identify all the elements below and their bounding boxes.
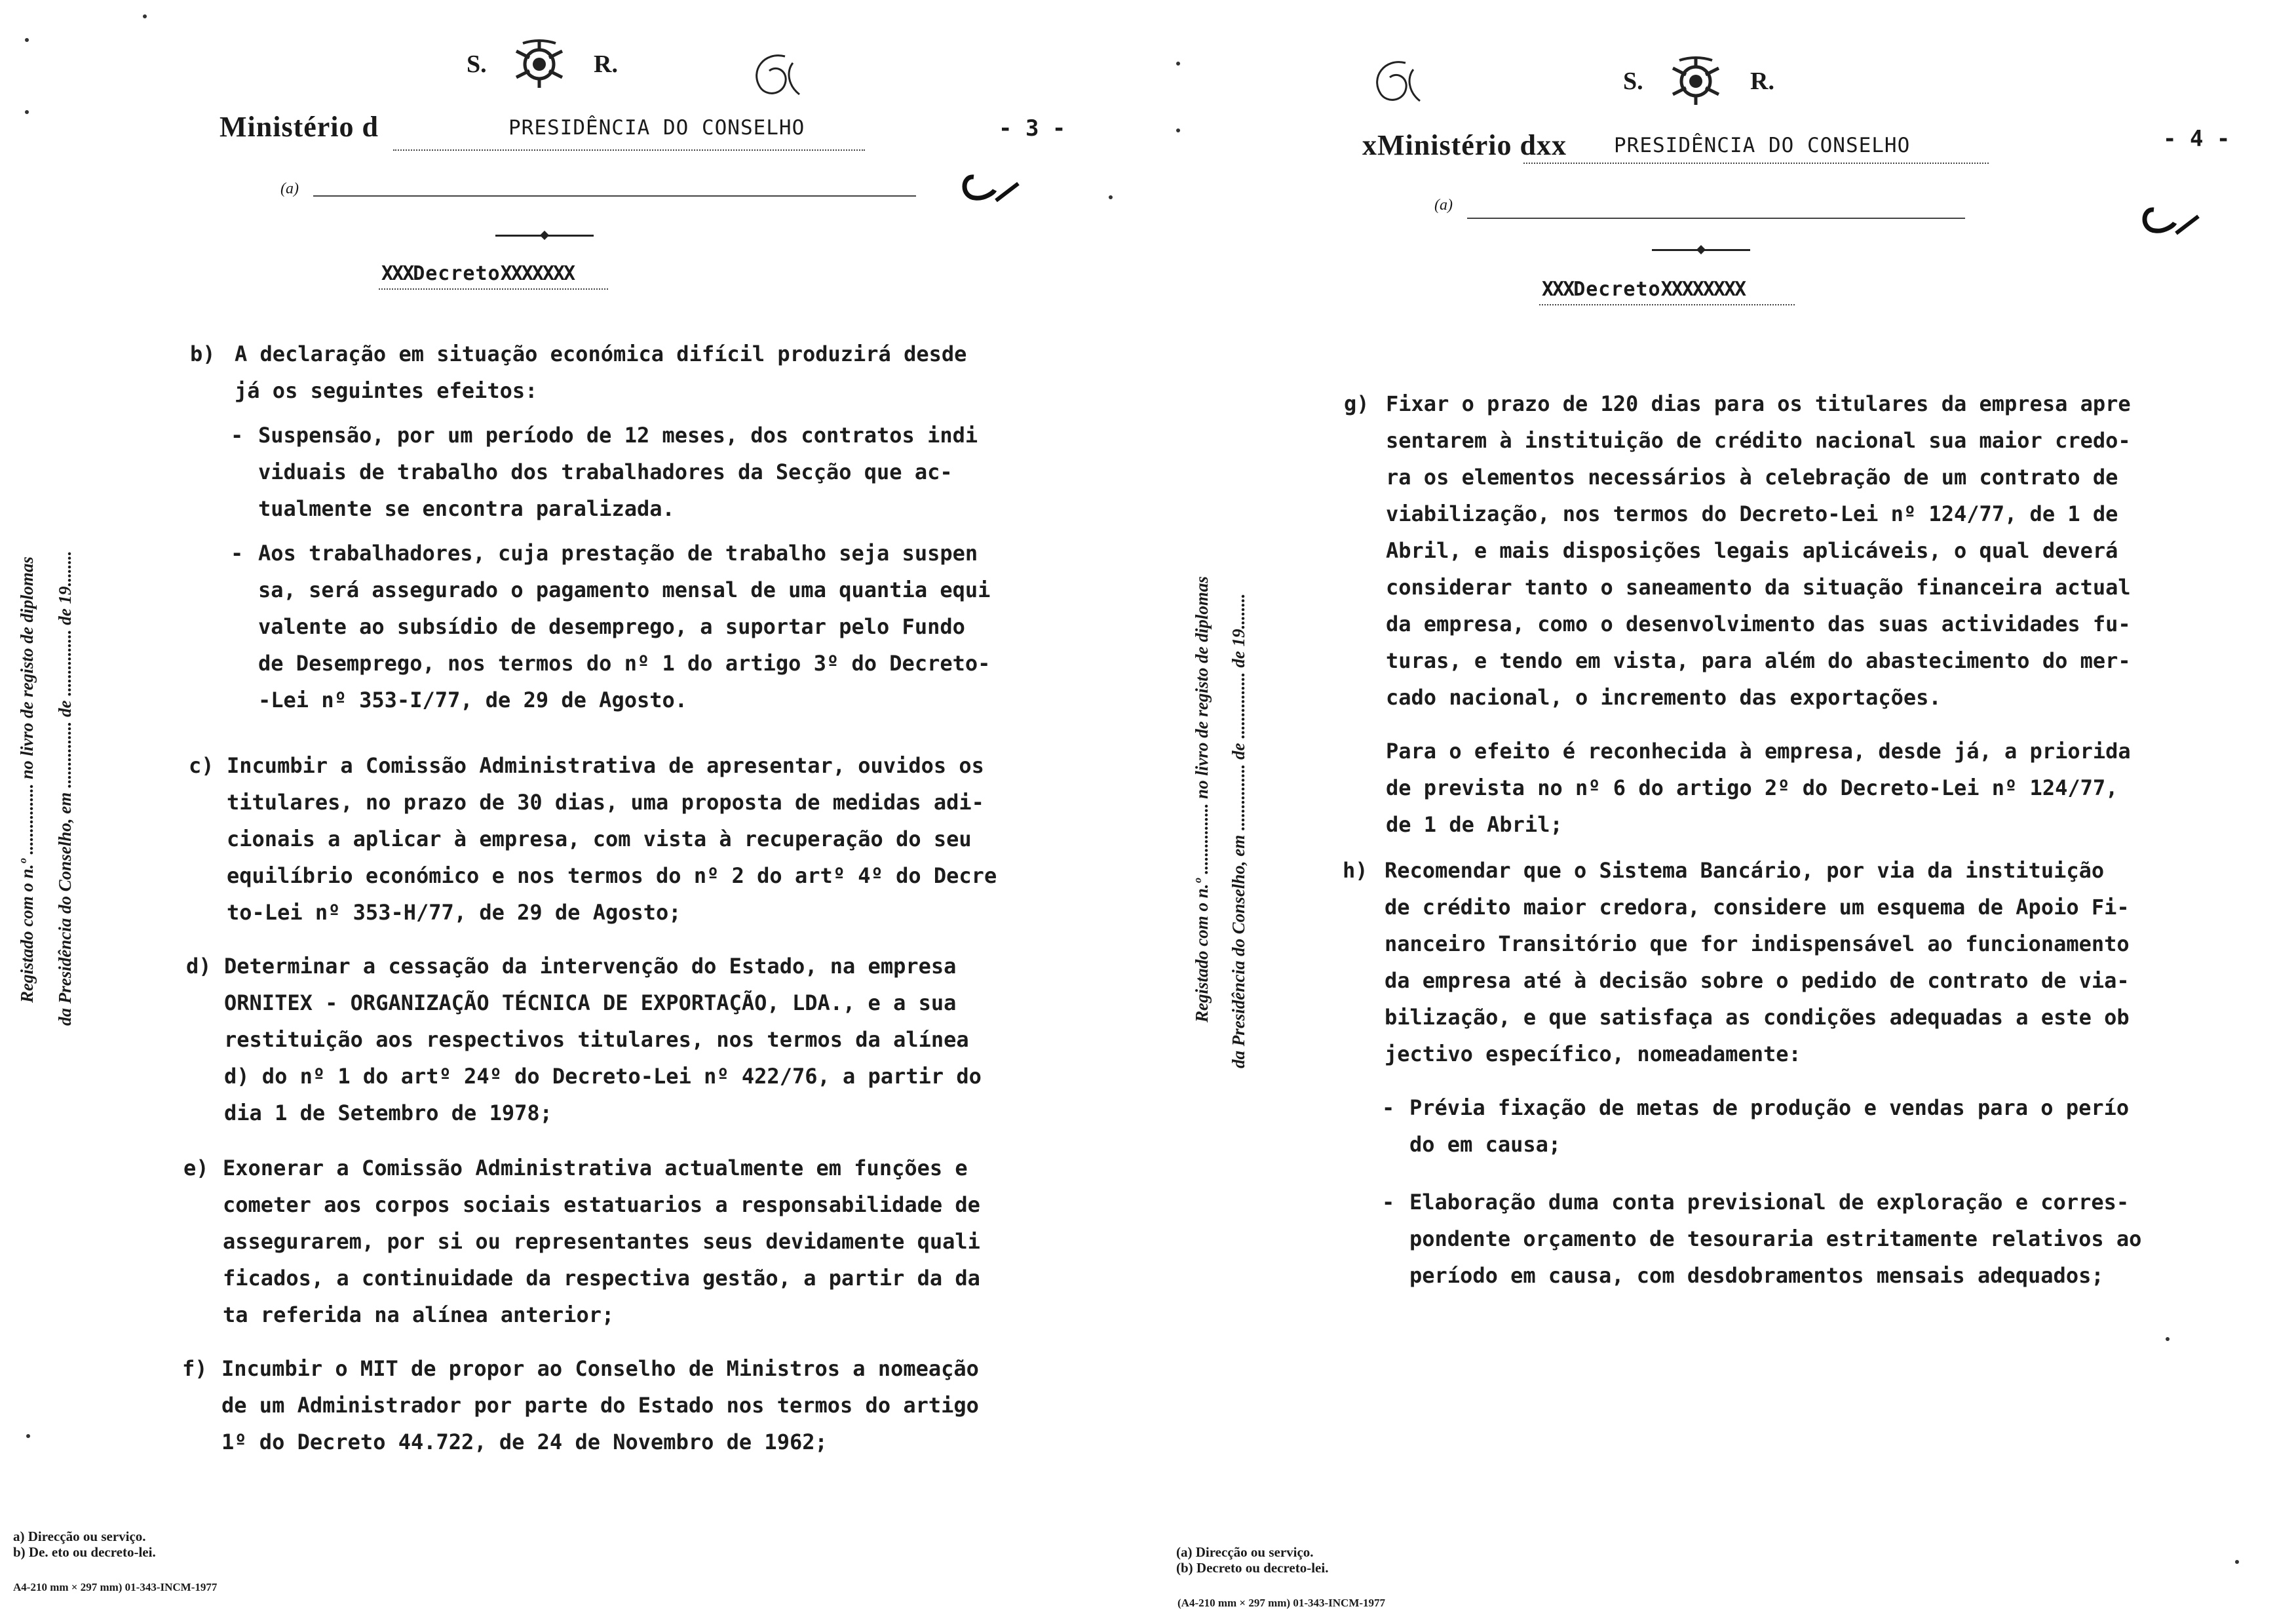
- footnote-b: b) De. eto ou decreto-lei.: [13, 1544, 156, 1560]
- scan-speck: [1176, 128, 1180, 132]
- decree-word: Decreto: [1573, 278, 1661, 301]
- seal-letter-r: R.: [1750, 68, 1774, 95]
- initial-scribble-icon: [2135, 197, 2208, 243]
- bullet-line: pondente orçamento de tesouraria estritamente relativos ao: [1409, 1226, 2142, 1251]
- item-e-label: e): [183, 1156, 209, 1180]
- registry-date-margin-note: da Presidência do Conselho, em ............... de ............... de 19........: [55, 551, 75, 1026]
- item-e-text: [223, 1150, 980, 1333]
- coat-of-arms-icon: [1666, 55, 1725, 107]
- footnote-b: (b) Decreto ou decreto-lei.: [1176, 1560, 1329, 1576]
- item-g-line: sentarem à instituição de crédito nacional sua maior credo-: [1386, 428, 2131, 453]
- bullet-line: período em causa, com desdobramentos mensais adequados;: [1409, 1263, 2104, 1288]
- item-f-label: f): [182, 1356, 208, 1381]
- item-d-label: d): [186, 954, 212, 979]
- item-c-text: [227, 747, 997, 931]
- item-h-label: h): [1343, 858, 1368, 883]
- field-a-line: [1467, 218, 1965, 219]
- page-number: - 4 -: [2163, 126, 2230, 152]
- ministry-label: xMinistério dxx: [1362, 129, 1567, 161]
- ministry-label: Ministério d: [220, 111, 379, 143]
- footnotes: [1176, 1544, 1328, 1576]
- scan-speck: [25, 38, 29, 42]
- scan-speck: [143, 14, 147, 18]
- item-c-line: to-Lei nº 353-H/77, de 29 de Agosto;: [227, 900, 681, 925]
- item-c-label: c): [189, 753, 214, 778]
- item-c-line: equilíbrio económico e nos termos do nº 2 do artº 4º do Decre: [227, 863, 997, 888]
- item-g-line: considerar tanto o saneamento da situação financeira actual: [1386, 575, 2131, 600]
- item-h-line: da empresa até à decisão sobre o pedido de contrato de via-: [1385, 968, 2130, 993]
- seal-letter-s: S.: [467, 50, 487, 78]
- decree-dotted-line: [379, 288, 608, 290]
- item-h-line: Recomendar que o Sistema Bancário, por via da instituição: [1385, 858, 2105, 883]
- document-page-4: [1117, 0, 2296, 1615]
- item-c-line: Incumbir a Comissão Administrativa de apresentar, ouvidos os: [227, 753, 984, 778]
- bullet-line: sa, será assegurado o pagamento mensal de uma quantia equi: [258, 577, 991, 602]
- bullet-line: Elaboração duma conta previsional de exploração e corres-: [1409, 1190, 2130, 1215]
- item-g-continuation-line: Para o efeito é reconhecida à empresa, desde já, a priorida: [1386, 739, 2131, 764]
- scan-speck: [2166, 1337, 2170, 1341]
- bullet-marker: -: [1382, 1095, 1395, 1120]
- scan-speck: [1109, 195, 1113, 199]
- item-d-line: ORNITEX - ORGANIZAÇÃO TÉCNICA DE EXPORTAÇÃO, LDA., e a sua: [224, 990, 957, 1015]
- bullet-workers-text: [258, 535, 990, 718]
- item-g-line: Fixar o prazo de 120 dias para os titulares da empresa apre: [1386, 391, 2131, 416]
- item-b-line: já os seguintes efeitos:: [235, 378, 538, 403]
- item-e-line: assegurarem, por si ou representantes seus devidamente quali: [223, 1229, 980, 1254]
- bullet-marker: -: [1382, 1190, 1395, 1215]
- item-h-line: jectivo específico, nomeadamente:: [1385, 1041, 1801, 1066]
- item-g-label: g): [1344, 391, 1369, 416]
- handwritten-initial: [2135, 197, 2208, 253]
- decree-word: Decreto: [413, 262, 501, 285]
- bullet-budget-text: [1409, 1184, 2141, 1294]
- item-b-label: b): [190, 341, 216, 366]
- form-code: A4-210 mm × 297 mm) 01-343-INCM-1977: [13, 1581, 218, 1593]
- item-g-line: Abril, e mais disposições legais aplicáveis, o qual deverá: [1386, 538, 2118, 563]
- item-b-text: [235, 336, 966, 409]
- decree-label: XXXDecretoXXXXXXX: [381, 262, 575, 285]
- header-title: PRESIDÊNCIA DO CONSELHO: [1614, 134, 1911, 157]
- handwritten-mark-icon: [746, 51, 809, 104]
- item-g-line: ra os elementos necessários à celebração de um contrato de: [1386, 465, 2118, 490]
- bullet-line: Aos trabalhadores, cuja prestação de trabalho seja suspen: [258, 541, 978, 566]
- item-f-line: 1º do Decreto 44.722, de 24 de Novembro de 1962;: [221, 1430, 828, 1454]
- header-title: PRESIDÊNCIA DO CONSELHO: [508, 116, 805, 140]
- item-e-line: cometer aos corpos sociais estatuarios a responsabilidade de: [223, 1192, 980, 1217]
- bullet-line: Prévia fixação de metas de produção e vendas para o perío: [1409, 1095, 2130, 1120]
- scan-speck: [26, 1434, 30, 1438]
- registry-date-margin-note: da Presidência do Conselho, em ............... de ............... de 19........: [1229, 593, 1248, 1068]
- item-c-line: cionais a aplicar à empresa, com vista à recuperação do seu: [227, 827, 972, 851]
- item-d-text: [224, 948, 982, 1131]
- field-a-line: [313, 195, 916, 197]
- item-g-line: turas, e tendo em vista, para além do abastecimento do mer-: [1386, 648, 2131, 673]
- item-g-line: da empresa, como o desenvolvimento das suas actividades fu-: [1386, 612, 2131, 636]
- footnotes: [13, 1528, 156, 1560]
- item-e-line: ficados, a continuidade da respectiva gestão, a partir da da: [223, 1266, 980, 1291]
- item-d-line: restituição aos respectivos titulares, nos termos da alínea: [224, 1027, 969, 1052]
- item-f-text: [221, 1350, 979, 1460]
- footnote-a: (a) Direcção ou serviço.: [1176, 1544, 1314, 1560]
- page-number: - 3 -: [999, 115, 1066, 142]
- decree-dotted-line: [1539, 304, 1795, 305]
- item-g-continuation-line: de 1 de Abril;: [1386, 812, 1563, 837]
- document-page-3: [0, 0, 1117, 1615]
- bullet-line: de Desemprego, nos termos do nº 1 do artigo 3º do Decreto-: [258, 651, 991, 676]
- ministry-word: Ministério d: [1377, 129, 1537, 161]
- bullet-line: tualmente se encontra paralizada.: [258, 496, 675, 521]
- item-e-line: ta referida na alínea anterior;: [223, 1302, 615, 1327]
- bullet-line: -Lei nº 353-I/77, de 29 de Agosto.: [258, 688, 688, 712]
- separator-diamond-icon: [540, 231, 549, 240]
- item-h-line: de crédito maior credora, considere um esquema de Apoio Fi-: [1385, 895, 2130, 920]
- form-code: (A4-210 mm × 297 mm) 01-343-INCM-1977: [1177, 1597, 1386, 1609]
- footnote-a: a) Direcção ou serviço.: [13, 1528, 146, 1544]
- seal-letter-s: S.: [1623, 68, 1643, 95]
- item-h-line: nanceiro Transitório que for indispensável ao funcionamento: [1385, 931, 2130, 956]
- separator-diamond-icon: [1696, 245, 1706, 254]
- field-a-label: (a): [280, 180, 299, 197]
- item-c-line: titulares, no prazo de 30 dias, uma proposta de medidas adi-: [227, 790, 984, 815]
- bullet-suspension-text: [258, 417, 978, 527]
- bullet-targets-text: [1409, 1089, 2129, 1163]
- bullet-line: do em causa;: [1409, 1132, 1561, 1157]
- bullet-marker: -: [231, 541, 244, 566]
- item-g-text: [1386, 385, 2131, 843]
- coat-of-arms-icon: [510, 38, 569, 90]
- registry-margin-note: Registado com o n.º ................ no livro de registo de diplomas: [17, 556, 37, 1003]
- registry-margin-note: Registado com o n.º ................ no livro de registo de diplomas: [1192, 576, 1212, 1022]
- item-d-line: Determinar a cessação da intervenção do Estado, na empresa: [224, 954, 957, 979]
- seal-letter-r: R.: [594, 50, 618, 78]
- item-h-line: bilização, e que satisfaça as condições adequadas a este ob: [1385, 1005, 2130, 1030]
- bullet-line: viduais de trabalho dos trabalhadores da Secção que ac-: [258, 459, 953, 484]
- bullet-marker: -: [231, 423, 244, 448]
- scan-speck: [1176, 62, 1180, 66]
- handwritten-mark-icon: [1366, 58, 1429, 110]
- initial-scribble-icon: [955, 164, 1027, 210]
- bullet-line: Suspensão, por um período de 12 meses, dos contratos indi: [258, 423, 978, 448]
- scan-speck: [25, 110, 29, 114]
- item-g-line: cado nacional, o incremento das exportações.: [1386, 685, 1942, 710]
- item-g-line: viabilização, nos termos do Decreto-Lei nº 124/77, de 1 de: [1386, 501, 2118, 526]
- item-f-line: de um Administrador por parte do Estado nos termos do artigo: [221, 1393, 979, 1418]
- handwritten-initial: [955, 164, 1027, 220]
- item-d-line: d) do nº 1 do artº 24º do Decreto-Lei nº 422/76, a partir do: [224, 1064, 982, 1089]
- field-a-label: (a): [1434, 197, 1453, 214]
- bullet-line: valente ao subsídio de desemprego, a suportar pelo Fundo: [258, 614, 965, 639]
- ministry-dotted-line: [1523, 163, 1989, 164]
- item-d-line: dia 1 de Setembro de 1978;: [224, 1100, 552, 1125]
- scan-speck: [2235, 1560, 2239, 1564]
- item-b-line: A declaração em situação económica difícil produzirá desde: [235, 341, 967, 366]
- item-h-text: [1385, 852, 2130, 1072]
- decree-label: XXXDecretoXXXXXXXX: [1542, 278, 1746, 301]
- item-e-line: Exonerar a Comissão Administrativa actualmente em funções e: [223, 1156, 968, 1180]
- item-f-line: Incumbir o MIT de propor ao Conselho de Ministros a nomeação: [221, 1356, 979, 1381]
- ministry-dotted-line: [393, 149, 865, 151]
- item-g-continuation-line: de prevista no nº 6 do artigo 2º do Decreto-Lei nº 124/77,: [1386, 775, 2118, 800]
